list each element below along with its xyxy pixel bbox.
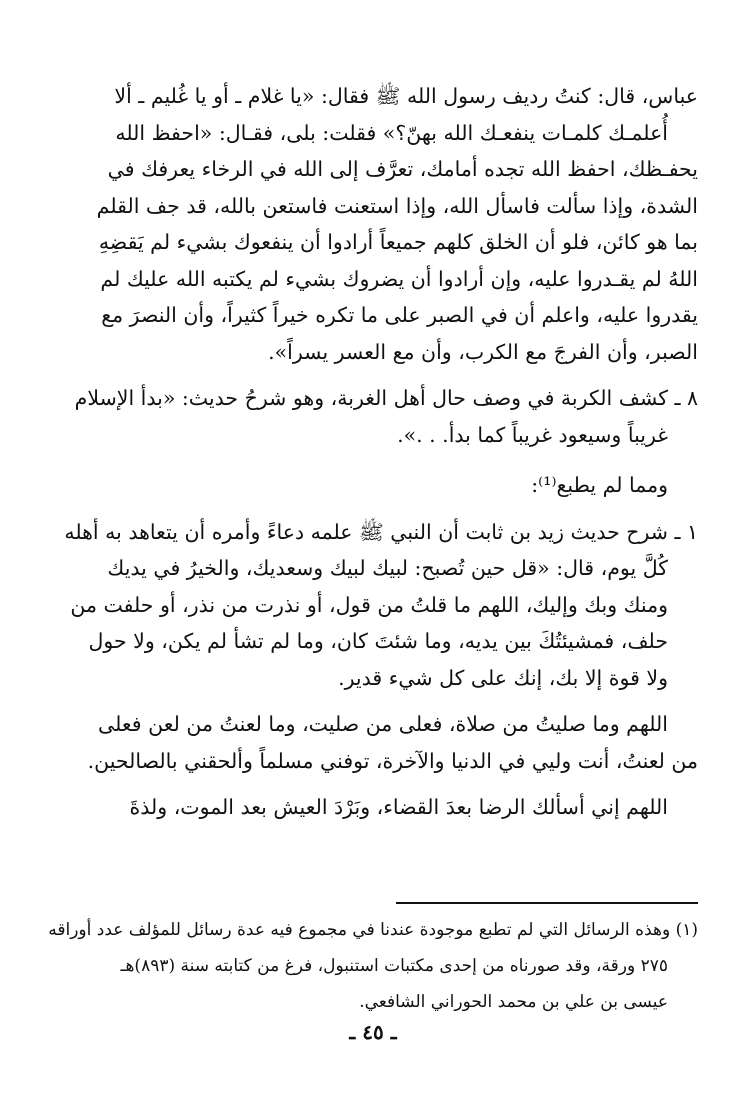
- footnote-line: (١) وهذه الرسائل التي لم تطبع موجودة عندنا في مجموع فيه عدة رسائل للمؤلف عدد أوراقه: [48, 920, 698, 940]
- text-line: كشف الكربة في وصف حال أهل الغربة، وهو شرحُ حديث: «بدأ الإسلام: [74, 386, 668, 410]
- list-item-number: ١ ـ: [674, 519, 698, 544]
- list-item-number: ٨ ـ: [674, 386, 698, 410]
- footnote-line: عيسى بن علي بن محمد الحوراني الشافعي.: [359, 992, 668, 1012]
- footnote-line: ٢٧٥ ورقة، وقد صورناه من إحدى مكتبات استنبول، فرغ من كتابته سنة (٨٩٣)هـ: [120, 956, 668, 976]
- footnote-divider: [396, 902, 698, 904]
- list-item-1: [44, 514, 698, 697]
- text-line: اللهم إني أسألك الرضا بعدَ القضاء، وبَرْدَ العيش بعد الموت، ولذةَ: [129, 795, 668, 819]
- text-line: من لعنتُ، أنت وليي في الدنيا والآخرة، توفني مسلماً وألحقني بالصالحين.: [87, 748, 698, 773]
- text-line: الشدة، وإذا سألت فاسأل الله، وإذا استعنت فاستعن بالله، قد جف القلم: [96, 193, 698, 218]
- dua-paragraph-1: [44, 706, 698, 779]
- unprinted-works-heading: ومما لم يطبع⁽¹⁾:: [531, 473, 668, 497]
- hadith-abbas-paragraph: [44, 78, 698, 370]
- footnote: [44, 912, 698, 1020]
- text-line: غريباً وسيعود غريباً كما بدأ. . .».: [397, 422, 668, 447]
- text-line: ومنك وبك وإليك، اللهم ما قلتُ من قول، أو نذرت من نذر، أو حلفت من: [70, 592, 668, 617]
- text-line: اللهُ لم يقـدروا عليه، وإن أرادوا أن يضروك بشيء لم يكتبه الله عليك لم: [100, 266, 698, 291]
- text-line: أُعلمـك كلمـات ينفعـك الله بهنّ؟» فقلت: بلى، فقـال: «احفظ الله: [115, 120, 668, 145]
- text-line: شرح حديث زيد بن ثابت أن النبي ﷺ علمه دعاءً وأمره أن يتعاهد به أهله: [64, 519, 668, 544]
- text-line: يقدروا عليه، واعلم أن في الصبر على ما تكره خيراً كثيراً، وأن النصرَ مع: [101, 303, 698, 327]
- text-line: يحفـظك، احفظ الله تجده أمامك، تعرَّف إلى الله في الرخاء يعرفك في: [107, 157, 698, 181]
- text-line: الصبر، وأن الفرجَ مع الكرب، وأن مع العسر يسراً».: [268, 339, 698, 364]
- text-line: بما هو كائن، فلو أن الخلق كلهم جميعاً أرادوا أن ينفعوك بشيء لم يَقضِهِ: [98, 230, 698, 254]
- text-line: عباس، قال: كنتُ رديف رسول الله ﷺ فقال: «يا غلام ـ أو يا غُليم ـ ألا: [114, 84, 698, 108]
- page-number: ـ ٤٥ ـ: [349, 1020, 397, 1044]
- page-body: [44, 78, 698, 826]
- text-line: اللهم وما صليتُ من صلاة، فعلى من صليت، وما لعنتُ من لعن فعلى: [98, 712, 668, 736]
- dua-paragraph-2: [44, 789, 698, 826]
- text-line: ولا قوة إلا بك، إنك على كل شيء قدير.: [338, 665, 668, 690]
- text-line: حلف، فمشيئتُكَ بين يديه، وما شئتَ كان، وما لم تشأ لم يكن، ولا حول: [88, 629, 668, 653]
- text-line: كُلَّ يوم، قال: «قل حين تُصبح: لبيك لبيك وسعديك، والخيرُ في يديك: [107, 556, 668, 580]
- list-item-8: [44, 380, 698, 453]
